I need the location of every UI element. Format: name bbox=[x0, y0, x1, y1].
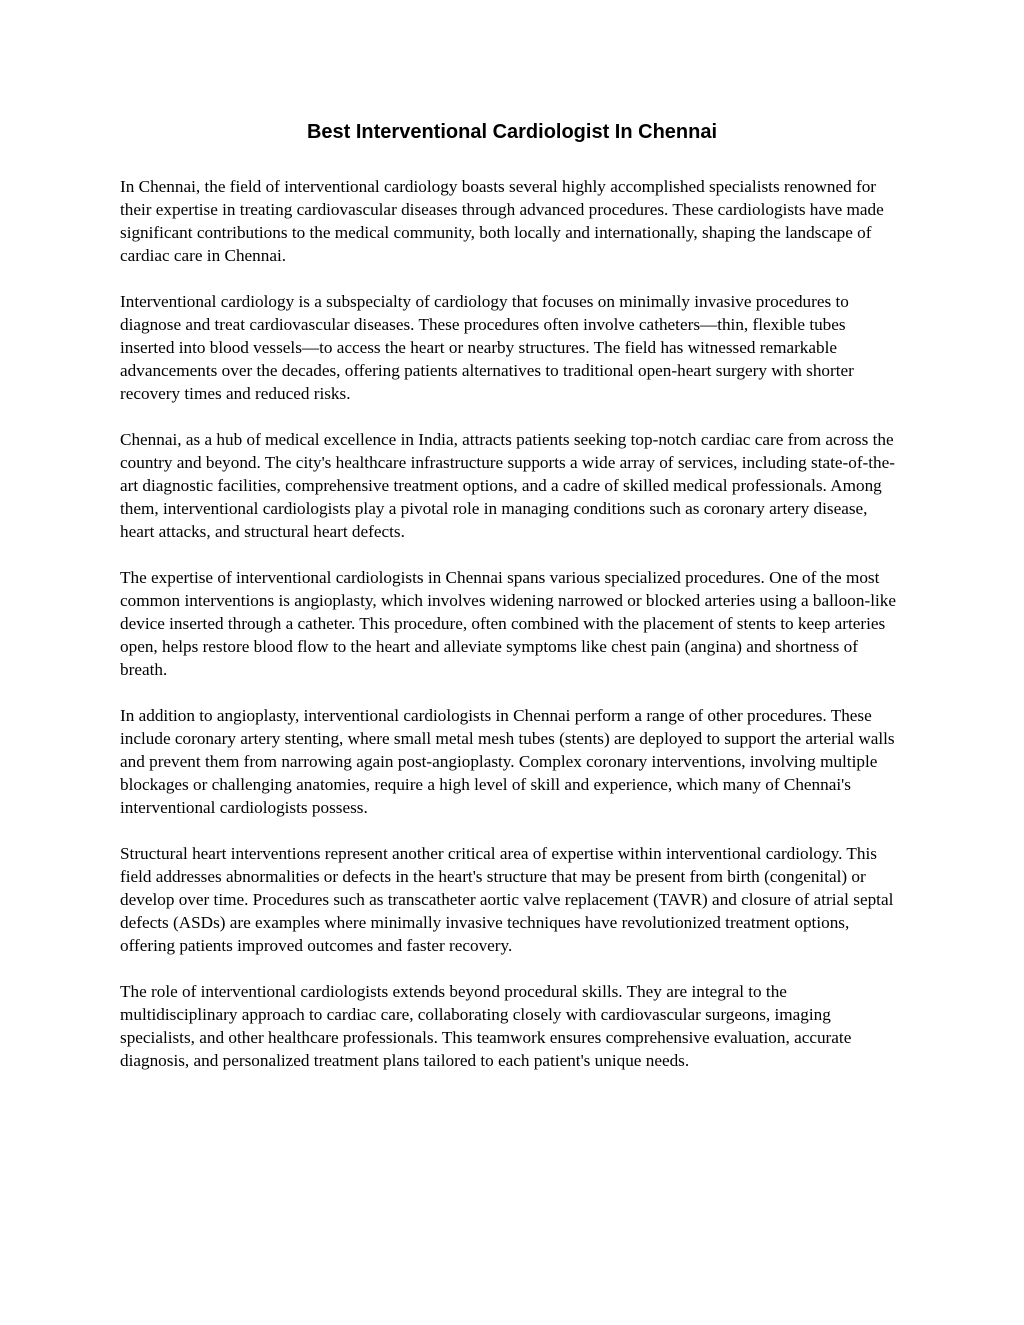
document-title: Best Interventional Cardiologist In Chennai bbox=[306, 121, 718, 143]
document-body bbox=[120, 175, 904, 1095]
paragraph-1: In Chennai, the field of interventional cardiology boasts several highly accomplished specialists renowned for their expertise in treating cardiovascular diseases through advanced procedures. These cardiologists have made significant contributions to the medical community, both locally and internationally, shaping the landscape of cardiac care in Chennai. bbox=[120, 177, 884, 265]
paragraph-5: In addition to angioplasty, interventional cardiologists in Chennai perform a range of other procedures. These include coronary artery stenting, where small metal mesh tubes (stents) are deployed to support the arterial walls and prevent them from narrowing again post-angioplasty. Complex coronary interventions, involving multiple blockages or challenging anatomies, require a high level of skill and experience, which many of Chennai's interventional cardiologists possess. bbox=[120, 706, 895, 817]
paragraph-7: The role of interventional cardiologists extends beyond procedural skills. They are integral to the multidisciplinary approach to cardiac care, collaborating closely with cardiovascular surgeons, imaging specialists, and other healthcare professionals. This teamwork ensures comprehensive evaluation, accurate diagnosis, and personalized treatment plans tailored to each patient's unique needs. bbox=[120, 982, 852, 1070]
paragraph-3: Chennai, as a hub of medical excellence in India, attracts patients seeking top-notch cardiac care from across the country and beyond. The city's healthcare infrastructure supports a wide array of services, including state-of-the-art diagnostic facilities, comprehensive treatment options, and a cadre of skilled medical professionals. Among them, interventional cardiologists play a pivotal role in managing conditions such as coronary artery disease, heart attacks, and structural heart defects. bbox=[120, 430, 895, 541]
paragraph-6: Structural heart interventions represent another critical area of expertise within interventional cardiology. This field addresses abnormalities or defects in the heart's structure that may be present from birth (congenital) or develop over time. Procedures such as transcatheter aortic valve replacement (TAVR) and closure of atrial septal defects (ASDs) are examples where minimally invasive techniques have revolutionized treatment options, offering patients improved outcomes and faster recovery. bbox=[120, 844, 894, 955]
paragraph-4: The expertise of interventional cardiologists in Chennai spans various specialized procedures. One of the most common interventions is angioplasty, which involves widening narrowed or blocked arteries using a balloon-like device inserted through a catheter. This procedure, often combined with the placement of stents to keep arteries open, helps restore blood flow to the heart and alleviate symptoms like chest pain (angina) and shortness of breath. bbox=[120, 568, 896, 679]
paragraph-2: Interventional cardiology is a subspecialty of cardiology that focuses on minimally invasive procedures to diagnose and treat cardiovascular diseases. These procedures often involve catheters—thin, flexible tubes inserted into blood vessels—to access the heart or nearby structures. The field has witnessed remarkable advancements over the decades, offering patients alternatives to traditional open-heart surgery with shorter recovery times and reduced risks. bbox=[120, 292, 854, 403]
